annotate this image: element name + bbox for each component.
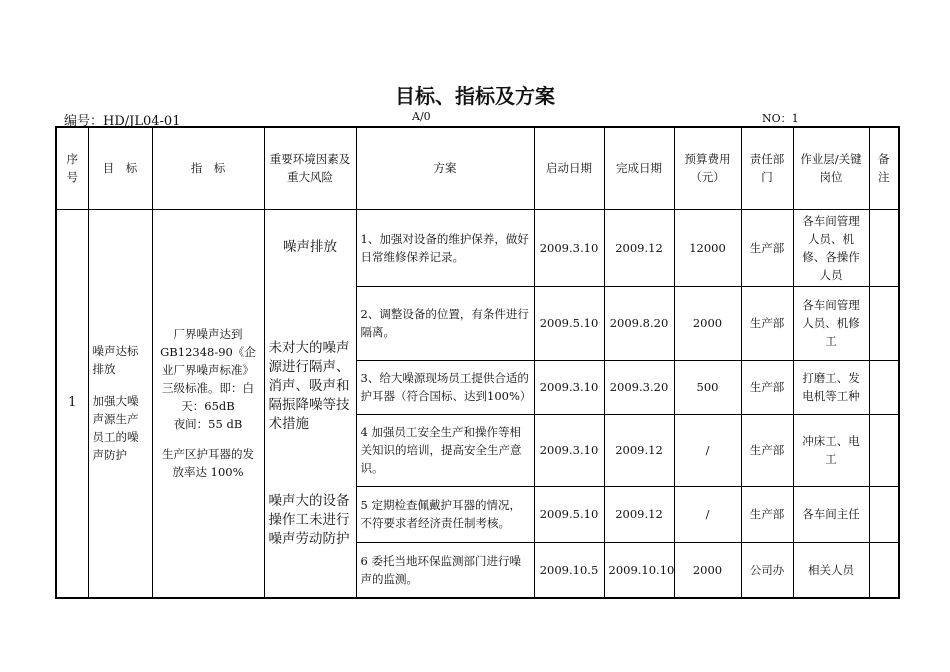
finish-cell: 2009.12 [604, 414, 674, 486]
dept-cell: 生产部 [741, 414, 793, 486]
goal-line-1: 噪声达标排放 [92, 344, 139, 377]
factor-cell-2: 未对大的噪声源进行隔声、消声、吸声和隔振降噪等技术措施 [264, 286, 356, 486]
indicator-cell [152, 209, 264, 598]
budget-cell: 500 [674, 360, 741, 414]
dept-cell: 生产部 [741, 209, 793, 286]
dept-cell: 生产部 [741, 286, 793, 360]
indicator-line-2: 夜间：55 dB [173, 417, 243, 432]
start-cell: 2009.10.5 [534, 542, 604, 598]
post-cell: 打磨工、发电机等工种 [793, 360, 869, 414]
remark-cell [869, 286, 899, 360]
document-version: A/0 [412, 110, 431, 123]
objectives-table [55, 126, 900, 599]
indicator-line-3: 生产区护耳器的发放率达 100% [162, 447, 254, 480]
post-cell: 各车间管理人员、机修工 [793, 286, 869, 360]
document-code: 编号：HD/JL04-01 [64, 114, 181, 129]
header-post: 作业层/关键岗位 [793, 127, 869, 209]
header-plan: 方案 [356, 127, 534, 209]
budget-cell: / [674, 414, 741, 486]
header-dept: 责任部门 [741, 127, 793, 209]
plan-cell: 1、加强对设备的维护保养，做好日常维修保养记录。 [356, 209, 534, 286]
header-indicator: 指 标 [152, 127, 264, 209]
table-row [56, 209, 899, 286]
finish-cell: 2009.3.20 [604, 360, 674, 414]
page-number: NO：1 [762, 112, 799, 125]
header-seq: 序号 [56, 127, 88, 209]
plan-cell: 3、给大噪源现场员工提供合适的护耳器（符合国标、达到100%） [356, 360, 534, 414]
remark-cell [869, 542, 899, 598]
goal-line-2: 加强大噪声源生产员工的噪声防护 [92, 394, 139, 463]
finish-cell: 2009.10.10 [604, 542, 674, 598]
start-cell: 2009.5.10 [534, 286, 604, 360]
remark-cell [869, 486, 899, 542]
plan-cell: 4 加强员工安全生产和操作等相关知识的培训，提高安全生产意识。 [356, 414, 534, 486]
finish-cell: 2009.12 [604, 486, 674, 542]
header-row [56, 127, 899, 209]
dept-cell: 生产部 [741, 486, 793, 542]
remark-cell [869, 414, 899, 486]
start-cell: 2009.3.10 [534, 360, 604, 414]
header-factor: 重要环境因素及重大风险 [264, 127, 356, 209]
seq-cell: 1 [56, 209, 88, 598]
factor-cell-1: 噪声排放 [264, 209, 356, 286]
header-budget: 预算费用（元） [674, 127, 741, 209]
goal-cell [88, 209, 152, 598]
factor-cell-3: 噪声大的设备操作工未进行噪声劳动防护 [264, 486, 356, 598]
post-cell: 各车间管理人员、机修、各操作人员 [793, 209, 869, 286]
indicator-line-1: 厂界噪声达到GB12348-90《企业厂界噪声标准》三级标准。即：白天：65dB [160, 327, 256, 414]
remark-cell [869, 360, 899, 414]
header-start: 启动日期 [534, 127, 604, 209]
start-cell: 2009.3.10 [534, 209, 604, 286]
plan-cell: 2、调整设备的位置，有条件进行隔离。 [356, 286, 534, 360]
start-cell: 2009.5.10 [534, 486, 604, 542]
post-cell: 冲床工、电工 [793, 414, 869, 486]
document-title: 目标、指标及方案 [395, 84, 555, 108]
budget-cell: 12000 [674, 209, 741, 286]
dept-cell: 生产部 [741, 360, 793, 414]
post-cell: 相关人员 [793, 542, 869, 598]
start-cell: 2009.3.10 [534, 414, 604, 486]
plan-cell: 6 委托当地环保监测部门进行噪声的监测。 [356, 542, 534, 598]
header-remark: 备注 [869, 127, 899, 209]
header-finish: 完成日期 [604, 127, 674, 209]
finish-cell: 2009.12 [604, 209, 674, 286]
dept-cell: 公司办 [741, 542, 793, 598]
header-goal: 目 标 [88, 127, 152, 209]
budget-cell: 2000 [674, 542, 741, 598]
post-cell: 各车间主任 [793, 486, 869, 542]
remark-cell [869, 209, 899, 286]
budget-cell: 2000 [674, 286, 741, 360]
budget-cell: / [674, 486, 741, 542]
plan-cell: 5 定期检查佩戴护耳器的情况，不符要求者经济责任制考核。 [356, 486, 534, 542]
finish-cell: 2009.8.20 [604, 286, 674, 360]
